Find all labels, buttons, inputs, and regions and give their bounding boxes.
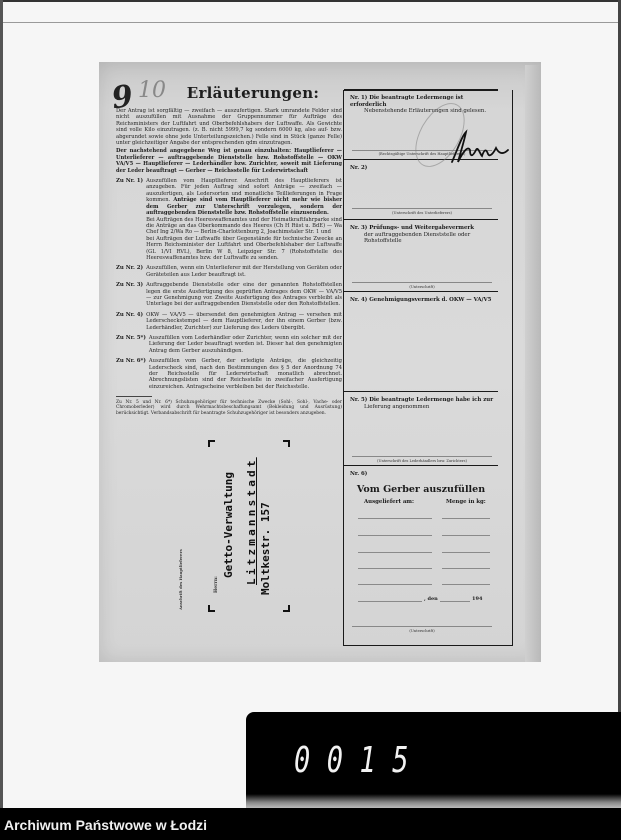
date-line bbox=[440, 601, 470, 602]
form-box-6 bbox=[344, 466, 498, 646]
column-header-delivered: Ausgeliefert am: bbox=[364, 499, 415, 505]
note-6 bbox=[116, 358, 342, 390]
handwritten-number: 10 bbox=[138, 78, 166, 103]
footnote-divider bbox=[116, 396, 152, 397]
signature-line bbox=[352, 626, 492, 627]
signature-line bbox=[352, 208, 492, 209]
handwritten-signature bbox=[448, 128, 518, 168]
signature-caption: (Rechtsgültige Unterschrift des Hauptlieferers) bbox=[378, 152, 466, 156]
fill-line bbox=[358, 584, 432, 585]
note-label: Zu Nr. 3) bbox=[116, 282, 144, 289]
fill-line bbox=[442, 584, 490, 585]
intro-route-paragraph: Der nachstehend angegebene Weg ist genau einzuhalten: Hauptlieferer — Unterlieferer — auftraggebende Dienststelle bzw. Rohstoffstelle — OKW VA/V5 — Hauptlieferer — Lederhändler bzw. Zurichter, soweit mit Lieferung der Leder beauftragt — Gerber — Reichsstelle für Lederwirtschaft bbox=[116, 148, 342, 174]
note-label: Zu Nr. 6*) bbox=[116, 358, 146, 365]
form-box-5 bbox=[344, 392, 498, 466]
signature-caption: (Unterschrift) bbox=[409, 285, 435, 289]
note-label: Zu Nr. 1) bbox=[116, 178, 144, 185]
fill-line bbox=[358, 518, 432, 519]
note-label: Zu Nr. 2) bbox=[116, 265, 144, 272]
box-sublabel: Lieferung angenommen bbox=[364, 403, 430, 410]
frame-number: 0015 bbox=[294, 740, 426, 781]
fill-line bbox=[358, 552, 432, 553]
recipient-name: Getto-Verwaltung bbox=[222, 472, 235, 578]
note-4 bbox=[116, 312, 342, 331]
form-box-4 bbox=[344, 292, 498, 392]
form-box-3 bbox=[344, 220, 498, 292]
fill-line bbox=[442, 535, 490, 536]
note-text: OKW — VA/V5 — übersendet den genehmigten Antrag — versehen mit Lederscheckstempel — dem Hauptlieferer, der ihn einem Gerber (bzw. Lederhändler, Zurichter) zur Lieferung des Leders übergibt. bbox=[146, 311, 342, 331]
footnote: Zu Nr. 5 und Nr. 6*) Schuhzugehöriger für technische Zwecke (Sohl-, Sohl-, Vache- oder Chromoberleder) wird durch Wehrmachtsbeschaffungsamt (Bekleidung und Ausrüstung) berücksichtigt. Verbandsabschrift für beantragte Schuhzugehöriger ist besonders anzugeben. bbox=[116, 400, 342, 416]
address-corner-mark bbox=[208, 440, 215, 447]
note-text: Auszufüllen vom Lederhändler oder Zurichter, wenn ein solcher mit der Lieferung der Leder beauftragt worden ist. Dieser hat den genehmigten Antrag dem Gerber auszuhändigen. bbox=[148, 335, 342, 354]
fill-line bbox=[358, 535, 432, 536]
note-label: Zu Nr. 4) bbox=[116, 311, 144, 318]
box-label: Nr. 5) Die beantragte Ledermenge habe ich zur bbox=[350, 397, 494, 403]
note-1 bbox=[116, 178, 342, 261]
note-text: Auszufüllen vom Hauptlieferer. Anschrift des Hauptlieferers ist anzugeben. Für jeden Auftrag sind sofort Anträge — zweifach — auszufertigen, als Ledersorten und monatliche Teillieferungen in Frage kommen. bbox=[146, 178, 342, 204]
form-box-2 bbox=[344, 160, 498, 220]
signature-caption: (Unterschrift des Lederhändlers bzw. Zurichters) bbox=[377, 459, 467, 463]
note-5 bbox=[116, 335, 342, 354]
place-line bbox=[358, 601, 422, 602]
year-prefix: 194 bbox=[472, 596, 483, 602]
handwritten-number: 9 bbox=[109, 78, 136, 117]
note-text: Auszufüllen, wenn ein Unterlieferer mit der Herstellung von Geräten oder Geräteteilen aus Leder beauftragt ist. bbox=[146, 265, 342, 278]
recipient-city: Litzmannstadt bbox=[245, 457, 258, 585]
signature-line bbox=[352, 282, 492, 283]
scan-guide-line bbox=[0, 22, 621, 23]
explanations-column bbox=[116, 84, 342, 416]
strip-fade bbox=[246, 794, 621, 808]
address-block bbox=[175, 440, 295, 615]
sender-caption: Anschrift des Hauptlieferers bbox=[178, 549, 183, 610]
fill-line bbox=[358, 568, 432, 569]
note-3 bbox=[116, 282, 342, 308]
note-text: Auszufüllen vom Gerber, der erledigte Anträge, die gleichzeitig Lederscheck sind, nach den Bestimmungen des § 5 der Anordnung 74 der Reichsstelle für Lederwirtschaft monatlich abrechnet. Abrechnungslisten sind der Reichsstelle in zweifacher Ausfertigung einzureichen. Antragscheine verbleiben bei der Reichsstelle. bbox=[148, 358, 342, 390]
box-label: Nr. 6) bbox=[350, 471, 368, 477]
box-label: Nr. 3) Prüfungs- und Weitergabevermerk bbox=[350, 225, 474, 231]
to-label: Herrn: bbox=[214, 576, 219, 593]
fill-line bbox=[442, 568, 490, 569]
form-column bbox=[343, 90, 513, 646]
page-edge-shadow bbox=[525, 65, 541, 662]
fill-line bbox=[442, 552, 490, 553]
note-extra: bei Aufträgen der Luftwaffe über Gegenstände für technische Zwecke an Herrn Reichsminister der Luftfahrt und Oberbefehlshaber der Luftwaffe (GL 1/VI RVL), Berlin W 8, Leipziger Str. 7 (Rohstoffstelle des Heereswaffenamtes bzw. der Luftwaffe zu senden. bbox=[146, 235, 342, 261]
column-header-quantity: Menge in kg: bbox=[446, 499, 486, 505]
note-label: Zu Nr. 5*) bbox=[116, 335, 146, 341]
scan-left-edge bbox=[0, 0, 3, 808]
address-corner-mark bbox=[208, 605, 215, 612]
scan-top-edge bbox=[0, 0, 621, 2]
recipient-street: Moltkestr. 157 bbox=[259, 502, 272, 595]
note-bold-text: Anträge sind vom Hauptlieferer nicht mehr wie bisher dem Gerber zur Unterschrift vorzulegen, sondern der auftraggebenden Dienststelle bzw. Rohstoffstelle einzusenden. bbox=[146, 197, 342, 217]
archive-footer bbox=[0, 808, 621, 840]
intro-paragraph: Der Antrag ist sorgfältig — zweifach — auszufertigen. Stark umrandete Felder sind nicht auszufüllen mit Ausnahme der Gruppennummer für Aufträge des Reichsministers der Luftfahrt und Oberbefehlshabers der Luftwaffe. Als Gewichte sind volle Kilo einzutragen. (z. B. nicht 5999,7 kg sondern 6000 kg, also auf- bzw. abgerundet sowie ohne jede Unterteilungszeichen.) Felle sind in Stück (ganze Felle) unter gleichzeitiger Angabe der entsprechenden qdm einzutragen. bbox=[116, 108, 342, 147]
box-label: Nr. 2) bbox=[350, 165, 368, 171]
fill-line bbox=[442, 518, 490, 519]
signature-caption: (Unterschrift des Unterlieferers) bbox=[392, 211, 452, 215]
box-label: Nr. 4) Genehmigungsvermerk d. OKW — VA/V5 bbox=[350, 297, 492, 303]
signature-caption: (Unterschrift) bbox=[409, 629, 435, 633]
box-sublabel: der auftraggebenden Dienststelle oder Rohstoffstelle bbox=[364, 231, 471, 244]
note-2 bbox=[116, 265, 342, 278]
frame-counter-strip bbox=[246, 712, 621, 808]
address-corner-mark bbox=[283, 605, 290, 612]
note-text: Auftraggebende Dienststelle oder eine der genannten Rohstoffstellen legen die erste Ausfertigung des geprüften Antrages dem OKW — VA/V5 — zur Genehmigung vor. Zweite Ausfertigung des Antrages verbleibt als Unterlage bei der auftraggebenden Dienststelle oder den Rohstoffstellen. bbox=[146, 282, 342, 308]
note-extra: Bei Aufträgen des Heereswaffenamtes und der Heimatkraftfahrparke sind die Anträge an das Oberkommando des Heeres (Ch H Rüst u. BdE) — Wa Chef Ing 2/Wa Ro — Berlin-Charlottenburg 2, Joachimstaler Str. 1 und bbox=[146, 216, 342, 236]
archive-name: Archiwum Państwowe w Łodzi bbox=[4, 817, 208, 833]
box-label: Nr. 1) Die beantragte Ledermenge ist erforderlich bbox=[350, 95, 464, 108]
box-sublabel: Nebenstehende Erläuterungen sind gelesen. bbox=[364, 108, 487, 114]
date-separator: , den bbox=[424, 596, 438, 602]
address-corner-mark bbox=[283, 440, 290, 447]
signature-line bbox=[352, 456, 492, 457]
box-title: Vom Gerber auszufüllen bbox=[356, 484, 486, 495]
page-title: Erläuterungen: bbox=[186, 84, 320, 102]
